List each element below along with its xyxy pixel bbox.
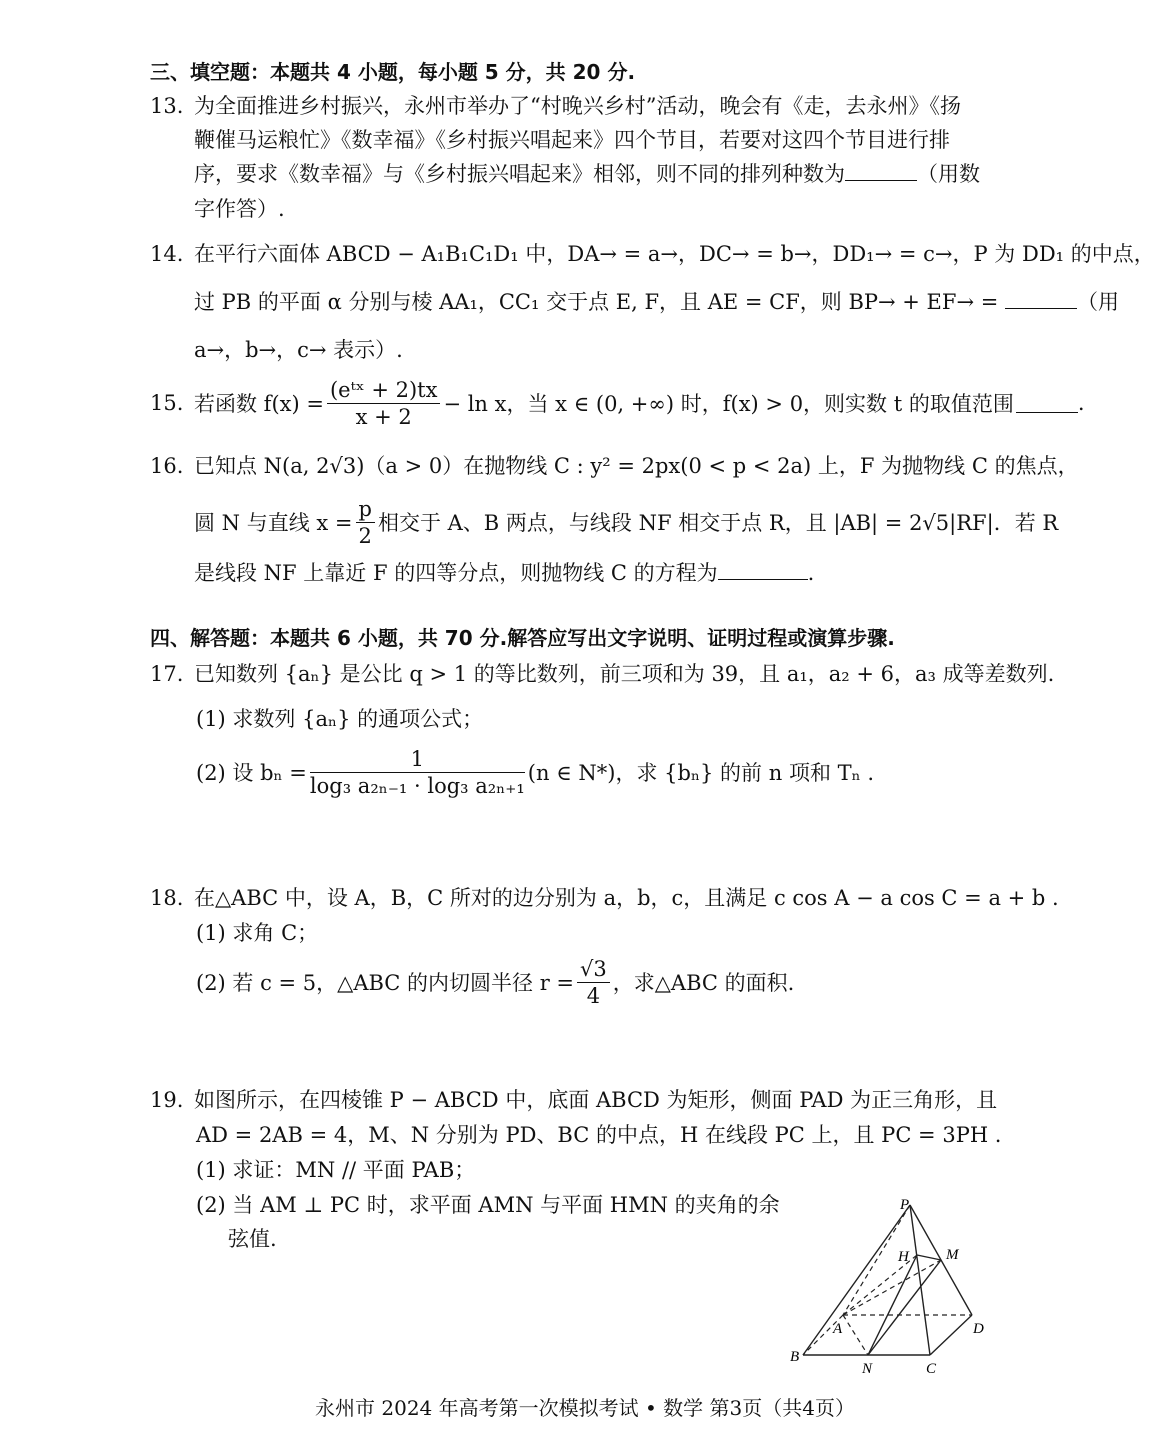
question-14-text-2b: （用 (1077, 290, 1120, 314)
question-14-line-1 (150, 238, 1155, 268)
edge-PB (803, 1205, 910, 1355)
answer-blank-14[interactable] (1005, 290, 1077, 309)
question-18-fraction (577, 957, 610, 1008)
question-19-part-2b: 弦值. (228, 1227, 277, 1251)
label-P: P (900, 1197, 910, 1213)
label-A: A (833, 1321, 843, 1337)
page-footer: 永州市 2024 年高考第一次模拟考试 • 数学 第3页（共4页） (315, 1396, 855, 1420)
question-14-line-3: a→，b→，c→ 表示）. (194, 338, 403, 362)
label-H: H (898, 1249, 909, 1265)
label-N: N (862, 1361, 873, 1377)
question-13-text-3b: （用数 (917, 162, 980, 186)
question-15-line (150, 372, 1085, 434)
question-13-line-3 (194, 158, 980, 188)
question-16-line-3 (194, 557, 814, 587)
question-13-text-3: 序，要求《数幸福》与《乡村振兴唱起来》相邻，则不同的排列种数为 (194, 162, 845, 186)
question-14-text-1: 在平行六面体 ABCD − A₁B₁C₁D₁ 中，DA→ = a→，DC→ = b→，DD₁→ = c→，P 为 DD₁ 的中点， (194, 242, 1155, 266)
question-13-number: 13. (150, 94, 184, 118)
question-18-denominator: 4 (586, 983, 601, 1008)
segment-NH (868, 1255, 917, 1355)
question-13-line-4: 字作答）. (194, 197, 285, 221)
answer-blank-16[interactable] (718, 561, 808, 580)
segment-HM (917, 1255, 941, 1260)
question-16-fraction (356, 497, 375, 548)
label-C: C (926, 1361, 937, 1377)
section-fill-in-heading: 三、填空题：本题共 4 小题，每小题 5 分，共 20 分. (150, 60, 636, 84)
answer-blank-15[interactable] (1016, 394, 1078, 413)
question-19-number: 19. (150, 1088, 184, 1112)
question-18-number: 18. (150, 886, 184, 910)
question-15-text: − ln x，当 x ∈ (0, +∞) 时，f(x) > 0，则实数 t 的取值范围 (443, 392, 1014, 416)
segment-AN (843, 1315, 868, 1355)
question-18-part-1: (1) 求角 C； (196, 921, 319, 945)
question-15-function-label: 若函数 f(x) = (194, 392, 324, 416)
question-13-text-1: 为全面推进乡村振兴，永州市举办了“村晚兴乡村”活动，晚会有《走，去永州》《扬 (194, 94, 961, 118)
question-13-line-1 (150, 90, 961, 120)
segment-NM (868, 1260, 941, 1355)
question-16-line-1 (150, 450, 1079, 480)
label-D: D (973, 1321, 984, 1337)
question-15-end: . (1077, 391, 1085, 415)
section-solve-heading: 四、解答题：本题共 6 小题，共 70 分.解答应写出文字说明、证明过程或演算步骤. (150, 626, 895, 650)
question-17-fraction (310, 747, 525, 798)
question-19-part-1: (1) 求证：MN // 平面 PAB； (196, 1158, 476, 1182)
label-M: M (946, 1247, 959, 1263)
question-16-numerator: p (356, 497, 375, 523)
edge-PC (910, 1205, 930, 1355)
question-15-numerator: (eᵗˣ + 2)tx (327, 378, 440, 404)
answer-blank-13[interactable] (845, 162, 917, 181)
question-16-denominator: 2 (358, 523, 372, 548)
question-14-text-2: 过 PB 的平面 α 分别与棱 AA₁，CC₁ 交于点 E, F，且 AE = CF，则 BP→ + EF→ = (194, 290, 999, 314)
question-17-part-2a: (2) 设 bₙ = (196, 761, 307, 785)
question-19-part-2: (2) 当 AM ⊥ PC 时，求平面 AMN 与平面 HMN 的夹角的余 (196, 1193, 780, 1217)
question-13-line-2: 鞭催马运粮忙》《数幸福》《乡村振兴唱起来》四个节目，若要对这四个节目进行排 (194, 128, 950, 152)
question-16-text-3: 是线段 NF 上靠近 F 的四等分点，则抛物线 C 的方程为 (194, 561, 718, 585)
question-14-line-2 (194, 286, 1119, 316)
question-15-fraction (327, 378, 440, 429)
question-16-text-2a: 圆 N 与直线 x = (194, 511, 353, 535)
question-14-number: 14. (150, 242, 184, 266)
question-15-denominator: x + 2 (355, 404, 412, 429)
question-16-line-2 (194, 494, 1058, 550)
question-19-text-1: 如图所示，在四棱锥 P − ABCD 中，底面 ABCD 为矩形，侧面 PAD 为正三角形，且 (194, 1088, 998, 1112)
question-17-text-1: 已知数列 {aₙ} 是公比 q > 1 的等比数列，前三项和为 39，且 a₁，a₂ + 6，a₃ 成等差数列. (194, 662, 1055, 686)
question-18-numerator: √3 (577, 957, 610, 983)
question-17-line-1 (150, 658, 1054, 688)
question-17-numerator: 1 (310, 747, 525, 773)
question-16-end: . (807, 561, 815, 585)
question-19-line-1 (150, 1084, 997, 1114)
question-15-number: 15. (150, 391, 184, 415)
question-17-part-2 (196, 740, 874, 804)
pyramid-figure (770, 1185, 1010, 1385)
label-B: B (790, 1349, 800, 1365)
question-16-text-2b: 相交于 A、B 两点，与线段 NF 相交于点 R，且 |AB| = 2√5|RF|．若 R (377, 511, 1059, 535)
edge-CD (930, 1315, 972, 1355)
question-17-denominator: log₃ a₂ₙ₋₁ · log₃ a₂ₙ₊₁ (309, 773, 525, 798)
question-19-line-2: AD = 2AB = 4，M、N 分别为 PD、BC 的中点，H 在线段 PC 上，且 PC = 3PH . (196, 1123, 1002, 1147)
question-17-part-1: (1) 求数列 {aₙ} 的通项公式； (196, 707, 484, 731)
question-17-number: 17. (150, 662, 184, 686)
question-18-part-2b: ，求△ABC 的面积. (612, 971, 795, 995)
question-18-part-2 (196, 952, 794, 1012)
question-18-text-1: 在△ABC 中，设 A，B，C 所对的边分别为 a，b，c，且满足 c cos A − a cos C = a + b . (194, 886, 1059, 910)
question-18-line-1 (150, 882, 1059, 912)
question-16-number: 16. (150, 454, 184, 478)
question-17-part-2b: (n ∈ N*)，求 {bₙ} 的前 n 项和 Tₙ . (527, 761, 875, 785)
question-16-text-1: 已知点 N(a, 2√3)（a > 0）在抛物线 C : y² = 2px(0 < p < 2a) 上，F 为抛物线 C 的焦点， (194, 454, 1079, 478)
question-18-part-2a: (2) 若 c = 5，△ABC 的内切圆半径 r = (196, 971, 575, 995)
